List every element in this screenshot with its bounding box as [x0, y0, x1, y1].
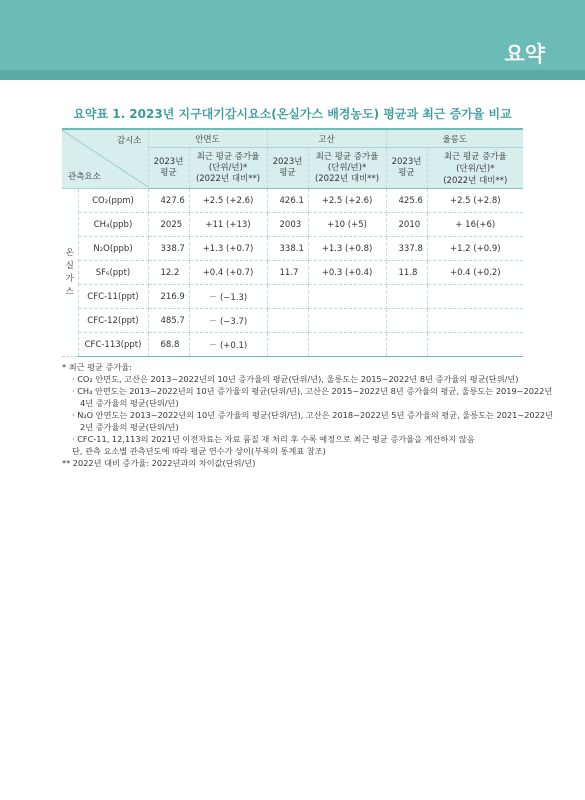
- footnote-line: · CO₂ 안면도, 고산은 2013~2022년의 10년 증가율의 평균(단위/년), 울릉도는 2015~2022년 8년 증가율의 평균(단위/년): [72, 374, 519, 384]
- footnote-line: * 최근 평균 증가율:: [62, 362, 133, 372]
- corner-station-label: 감시소: [116, 136, 142, 146]
- gosan-avg: [267, 285, 308, 309]
- ulleungdo-avg: [386, 309, 427, 333]
- anmyeondo-rate: +11 (+13): [189, 213, 267, 237]
- gosan-rate: [308, 285, 386, 309]
- col-rate-anmyeondo: 최근 평균 증가율 (단위/년)* (2022년 대비**): [189, 148, 267, 189]
- element-cell: CFC-113(ppt): [78, 333, 148, 357]
- ulleungdo-rate: +0.4 (+0.2): [427, 261, 523, 285]
- gosan-avg: 2003: [267, 213, 308, 237]
- ulleungdo-rate: + 16(+6): [427, 213, 523, 237]
- gosan-rate: [308, 333, 386, 357]
- side-label-greenhouse-gas: [62, 189, 78, 357]
- anmyeondo-avg: 68.8: [148, 333, 189, 357]
- header-strip: [0, 70, 585, 80]
- gosan-avg: [267, 333, 308, 357]
- header-band: [0, 0, 585, 80]
- footnote-line: ** 2022년 대비 증가율: 2022년과의 차이값(단위/년): [62, 458, 256, 468]
- table-row: [62, 261, 523, 285]
- footnote-line: · CFC-11, 12,113의 2021년 이전자료는 자료 품질 재 처리 후 수록 예정으로 최근 평균 증가율을 계산하지 않음: [72, 434, 475, 444]
- anmyeondo-avg: 2025: [148, 213, 189, 237]
- footnote-line: · CH₄ 안면도는 2013~2022년의 10년 증가율의 평균(단위/년), 고산은 2015~2022년 8년 증가율의 평균, 울릉도는 2019~2022년: [72, 386, 553, 396]
- ulleungdo-avg: 11.8: [386, 261, 427, 285]
- ulleungdo-rate: +1.2 (+0.9): [427, 237, 523, 261]
- anmyeondo-avg: 427.6: [148, 189, 189, 213]
- anmyeondo-rate: － (+0.1): [189, 333, 267, 357]
- section-title: 요약: [504, 42, 545, 66]
- ulleungdo-rate: [427, 285, 523, 309]
- gosan-rate: [308, 309, 386, 333]
- element-cell: CFC-11(ppt): [78, 285, 148, 309]
- gosan-avg: 338.1: [267, 237, 308, 261]
- anmyeondo-avg: 338.7: [148, 237, 189, 261]
- table-row: [62, 333, 523, 357]
- gosan-avg: 11.7: [267, 261, 308, 285]
- station-header-ulleungdo: 울릉도: [386, 129, 523, 148]
- anmyeondo-avg: 485.7: [148, 309, 189, 333]
- anmyeondo-avg: 216.9: [148, 285, 189, 309]
- gosan-avg: 426.1: [267, 189, 308, 213]
- ulleungdo-avg: 2010: [386, 213, 427, 237]
- footnote-line: 2년 증가율의 평균(단위/년): [80, 422, 179, 432]
- summary-table: [62, 128, 523, 357]
- table-corner: [62, 129, 148, 189]
- side-label-char: 스: [65, 286, 74, 297]
- anmyeondo-rate: － (−3.7): [189, 309, 267, 333]
- table-caption: 요약표 1. 2023년 지구대기감시요소(온실가스 배경농도) 평균과 최근 증가율 비교: [73, 107, 512, 121]
- table-row: [62, 309, 523, 333]
- gosan-rate: +2.5 (+2.6): [308, 189, 386, 213]
- anmyeondo-rate: +2.5 (+2.6): [189, 189, 267, 213]
- ulleungdo-avg: 425.6: [386, 189, 427, 213]
- col-rate-ulleungdo: 최근 평균 증가율 (단위/년)* (2022년 대비**): [427, 148, 523, 189]
- table-row: [62, 189, 523, 213]
- ulleungdo-avg: 337.8: [386, 237, 427, 261]
- col-avg-ulleungdo: 2023년 평균: [386, 148, 427, 189]
- gosan-rate: +10 (+5): [308, 213, 386, 237]
- ulleungdo-rate: +2.5 (+2.8): [427, 189, 523, 213]
- ulleungdo-rate: [427, 333, 523, 357]
- station-header-gosan: 고산: [267, 129, 386, 148]
- side-label-char: 온: [65, 247, 74, 258]
- col-avg-gosan: 2023년 평균: [267, 148, 308, 189]
- ulleungdo-avg: [386, 285, 427, 309]
- footnotes: [62, 361, 553, 469]
- table-row: [62, 285, 523, 309]
- gosan-rate: +0.3 (+0.4): [308, 261, 386, 285]
- footnote-line: 4년 증가율의 평균(단위/년): [80, 398, 179, 408]
- anmyeondo-rate: +0.4 (+0.7): [189, 261, 267, 285]
- anmyeondo-avg: 12.2: [148, 261, 189, 285]
- station-header-anmyeondo: 안면도: [148, 129, 267, 148]
- element-cell: CFC-12(ppt): [78, 309, 148, 333]
- element-cell: CH₄(ppb): [78, 213, 148, 237]
- element-cell: SF₆(ppt): [78, 261, 148, 285]
- ulleungdo-rate: [427, 309, 523, 333]
- gosan-avg: [267, 309, 308, 333]
- corner-element-label: 관측요소: [68, 172, 101, 182]
- col-rate-gosan: 최근 평균 증가율 (단위/년)* (2022년 대비**): [308, 148, 386, 189]
- side-label-char: 실: [65, 260, 74, 271]
- table-row: [62, 237, 523, 261]
- table-row: [62, 213, 523, 237]
- footnote-line: · N₂O 안면도는 2013~2022년의 10년 증가율의 평균(단위/년), 고산은 2018~2022년 5년 증가율의 평균, 울릉도는 2021~2022년: [72, 410, 553, 420]
- element-cell: CO₂(ppm): [78, 189, 148, 213]
- element-cell: N₂O(ppb): [78, 237, 148, 261]
- col-avg-anmyeondo: 2023년 평균: [148, 148, 189, 189]
- anmyeondo-rate: +1.3 (+0.7): [189, 237, 267, 261]
- gosan-rate: +1.3 (+0.8): [308, 237, 386, 261]
- ulleungdo-avg: [386, 333, 427, 357]
- footnote-line: 단, 관측 요소별 관측년도에 따라 평균 연수가 상이(부록의 통계표 참조): [72, 446, 326, 456]
- anmyeondo-rate: － (−1.3): [189, 285, 267, 309]
- side-label-char: 가: [65, 273, 74, 284]
